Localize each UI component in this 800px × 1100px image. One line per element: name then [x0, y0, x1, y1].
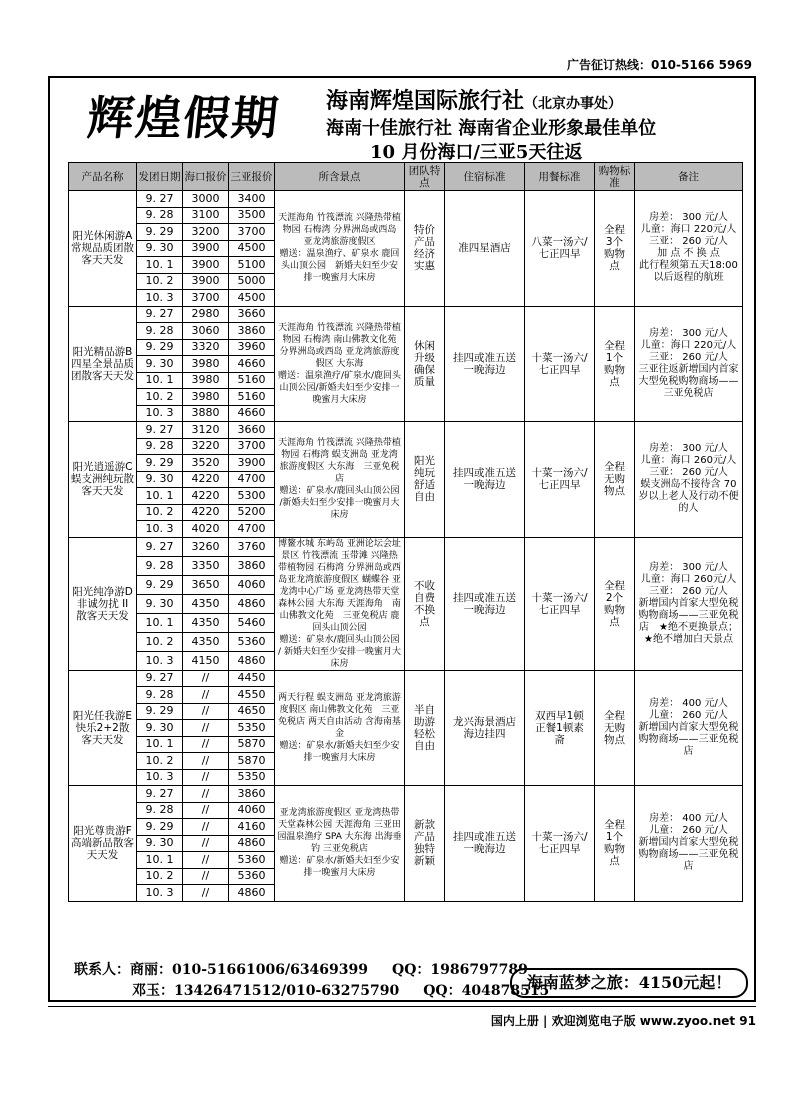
meal-standard-cell-text: 八菜一汤六/七正四早 — [531, 236, 588, 261]
notes-cell — [635, 306, 743, 422]
departure-date-cell: 9. 27 — [137, 191, 183, 208]
haikou-price-cell: 3320 — [183, 339, 229, 356]
haikou-price-cell: 4220 — [183, 488, 229, 505]
table-row — [69, 422, 743, 439]
included-spots-cell — [275, 537, 405, 670]
sanya-price-cell: 5360 — [229, 852, 275, 869]
sanya-price-cell: 5160 — [229, 372, 275, 389]
haikou-price-cell: 3980 — [183, 372, 229, 389]
column-header: 团队特点 — [405, 163, 445, 191]
included-spots-cell — [275, 422, 405, 538]
tour-feature-cell-text: 不收自费不换点 — [414, 579, 435, 628]
haikou-price-cell: 3000 — [183, 191, 229, 208]
departure-date-cell: 10. 2 — [137, 868, 183, 885]
shopping-standard-cell-text: 全程2个购物点 — [604, 579, 625, 628]
note-line: 儿童： 260 元/人 — [649, 709, 728, 721]
haikou-price-cell: 3980 — [183, 356, 229, 373]
haikou-price-cell: // — [183, 835, 229, 852]
departure-date-cell: 10. 1 — [137, 852, 183, 869]
sanya-price-cell: 3700 — [229, 224, 275, 241]
haikou-price-cell: // — [183, 769, 229, 786]
tour-name-cell: 阳光任我游E 快乐2+2散客天天发 — [69, 670, 137, 786]
haikou-price-cell: // — [183, 736, 229, 753]
haikou-price-cell: // — [183, 852, 229, 869]
departure-date-cell: 9. 29 — [137, 455, 183, 472]
departure-date-cell: 10. 1 — [137, 613, 183, 632]
sanya-price-cell: 5870 — [229, 753, 275, 770]
column-header: 三亚报价 — [229, 163, 275, 191]
haikou-price-cell: 3350 — [183, 556, 229, 575]
sanya-price-cell: 3860 — [229, 556, 275, 575]
meal-standard-cell-text: 十菜一汤六/七正四早 — [531, 591, 588, 616]
advert-frame — [48, 76, 756, 1002]
sanya-price-cell: 4700 — [229, 521, 275, 538]
column-header: 用餐标准 — [525, 163, 595, 191]
spot-text: 赠送：矿泉水/鹿回头山顶公园 / 新婚夫妇至少安排一晚蜜月大床房 — [278, 634, 401, 669]
table-row — [69, 191, 743, 208]
page-footer: 国内上册 | 欢迎浏览电子版 www.zyoo.net 91 — [490, 1014, 756, 1028]
departure-date-cell: 10. 2 — [137, 632, 183, 651]
haikou-price-cell: 3520 — [183, 455, 229, 472]
haikou-price-cell: 3700 — [183, 290, 229, 307]
sanya-price-cell: 3760 — [229, 537, 275, 556]
haikou-price-cell: 3900 — [183, 273, 229, 290]
haikou-price-cell: 4350 — [183, 613, 229, 632]
contact-qq-2: QQ：404878515 — [423, 983, 550, 999]
contact-qq-1: QQ：1986797789 — [392, 962, 528, 978]
haikou-price-cell: 4020 — [183, 521, 229, 538]
shopping-standard-cell-text: 全程1个购物点 — [604, 339, 625, 388]
column-header: 所含景点 — [275, 163, 405, 191]
table-row — [69, 306, 743, 323]
hotel-standard-cell-text: 挂四或准五送一晚海边 — [453, 591, 516, 616]
column-header: 产品名称 — [69, 163, 137, 191]
departure-date-cell: 10. 3 — [137, 769, 183, 786]
meal-standard-cell-text: 十菜一汤六/七正四早 — [531, 467, 588, 492]
departure-date-cell: 9. 28 — [137, 802, 183, 819]
departure-date-cell: 9. 27 — [137, 306, 183, 323]
sanya-price-cell: 3960 — [229, 339, 275, 356]
haikou-price-cell: 3120 — [183, 422, 229, 439]
hotel-standard-cell-text: 挂四或准五送一晚海边 — [453, 831, 516, 856]
sanya-price-cell: 4500 — [229, 240, 275, 257]
departure-date-cell: 9. 30 — [137, 240, 183, 257]
notes-cell — [635, 670, 743, 786]
meal-standard-cell — [525, 786, 595, 902]
note-line: 蜈支洲岛不接待含 70 岁以上老人及行动不便的人 — [638, 479, 739, 515]
departure-date-cell: 9. 27 — [137, 537, 183, 556]
shopping-standard-cell — [595, 786, 635, 902]
contact-block — [74, 960, 549, 1002]
sanya-price-cell: 4450 — [229, 670, 275, 687]
departure-date-cell: 10. 3 — [137, 885, 183, 902]
contact-person-2: 邓玉：13426471512/010-63275790 — [132, 983, 400, 999]
departure-date-cell: 10. 2 — [137, 389, 183, 406]
haikou-price-cell: 3100 — [183, 207, 229, 224]
note-line: 三亚往返新增国内首家大型免税购物商场——三亚免税店 — [638, 363, 739, 399]
hotel-standard-cell-text: 挂四或准五送一晚海边 — [453, 351, 516, 376]
haikou-price-cell: // — [183, 753, 229, 770]
note-line: 房差： 300 元/人 — [649, 212, 728, 224]
haikou-price-cell: // — [183, 786, 229, 803]
note-line: 儿童：海口 260元/人 — [640, 455, 737, 467]
tour-name-cell: 阳光逍遥游C 蜈支洲纯玩散客天天发 — [69, 422, 137, 538]
contact-row-1 — [74, 960, 549, 981]
meal-standard-cell — [525, 306, 595, 422]
tour-feature-cell — [405, 306, 445, 422]
departure-date-cell: 9. 28 — [137, 556, 183, 575]
tour-feature-cell-text: 新款产品独特新颖 — [414, 819, 435, 868]
shopping-standard-cell — [595, 537, 635, 670]
tour-feature-cell — [405, 670, 445, 786]
tour-feature-cell-text: 半自助游轻松自由 — [414, 703, 435, 752]
tour-name-cell: 阳光纯净游D 非诚勿扰 II 散客天天发 — [69, 537, 137, 670]
footer-divider — [48, 1006, 756, 1007]
included-spots-cell — [275, 786, 405, 902]
shopping-standard-cell-text: 全程无购物点 — [604, 461, 625, 498]
column-header: 住宿标准 — [445, 163, 525, 191]
departure-date-cell: 9. 30 — [137, 835, 183, 852]
hotel-standard-cell-text: 龙兴海景酒店海边挂四 — [453, 715, 516, 740]
note-line: 三亚： 260 元/人 — [649, 236, 728, 248]
table-body — [69, 191, 743, 902]
tour-feature-cell — [405, 422, 445, 538]
sanya-price-cell: 4660 — [229, 356, 275, 373]
note-line: 房差： 300 元/人 — [649, 327, 728, 339]
shopping-standard-cell — [595, 191, 635, 307]
note-line: 房差： 400 元/人 — [649, 813, 728, 825]
departure-date-cell: 10. 1 — [137, 372, 183, 389]
haikou-price-cell: // — [183, 687, 229, 704]
haikou-price-cell: 3900 — [183, 240, 229, 257]
included-spots-cell — [275, 306, 405, 422]
agency-title: 海南辉煌国际旅行社 — [326, 88, 525, 114]
sanya-price-cell: 4700 — [229, 471, 275, 488]
departure-date-cell: 9. 28 — [137, 207, 183, 224]
column-header: 备注 — [635, 163, 743, 191]
sanya-price-cell: 4860 — [229, 594, 275, 613]
tour-name-cell: 阳光精品游B 四星全景品质团散客天天发 — [69, 306, 137, 422]
departure-date-cell: 9. 29 — [137, 224, 183, 241]
departure-date-cell: 10. 2 — [137, 753, 183, 770]
departure-date-cell: 9. 30 — [137, 594, 183, 613]
sanya-price-cell: 5350 — [229, 720, 275, 737]
haikou-price-cell: 4220 — [183, 471, 229, 488]
departure-date-cell: 9. 27 — [137, 670, 183, 687]
contact-row-2 — [74, 981, 549, 1002]
note-line: 三亚： 260 元/人 — [649, 351, 728, 363]
sanya-price-cell: 4660 — [229, 405, 275, 422]
meal-standard-cell-text: 双西早1顿正餐1顿素斋 — [535, 709, 584, 746]
hotel-standard-cell — [445, 422, 525, 538]
meal-standard-cell — [525, 191, 595, 307]
spot-text: 赠送：矿泉水/新婚夫妇至少安排一晚蜜月大床房 — [279, 856, 400, 879]
spot-text: 赠送：矿泉水/新婚夫妇至少安排一晚蜜月大床房 — [279, 740, 400, 763]
hotel-standard-cell-text: 挂四或准五送一晚海边 — [453, 467, 516, 492]
tour-name-cell: 阳光休闲游A 常规品质团散客天天发 — [69, 191, 137, 307]
haikou-price-cell: // — [183, 670, 229, 687]
notes-cell — [635, 537, 743, 670]
tour-title: 10 月份海口/三亚5天往返 — [370, 142, 583, 163]
haikou-price-cell: 3880 — [183, 405, 229, 422]
tour-name-cell: 阳光尊贵游F 高端新品散客天天发 — [69, 786, 137, 902]
departure-date-cell: 9. 30 — [137, 720, 183, 737]
note-line: 新增国内首家大型免税购物商场——三亚免税店 — [638, 837, 739, 873]
note-line: 儿童：海口 220元/人 — [640, 339, 737, 351]
note-line: 房差： 400 元/人 — [649, 697, 728, 709]
notes-cell — [635, 786, 743, 902]
departure-date-cell: 9. 27 — [137, 786, 183, 803]
sanya-price-cell: 3900 — [229, 455, 275, 472]
sanya-price-cell: 4650 — [229, 703, 275, 720]
brand-logo: 辉煌假期 — [84, 91, 283, 145]
table-row — [69, 670, 743, 687]
haikou-price-cell: // — [183, 819, 229, 836]
table-header-row — [69, 163, 743, 191]
tour-feature-cell-text: 特价产品经济实惠 — [414, 224, 435, 273]
sanya-price-cell: 4060 — [229, 802, 275, 819]
hotel-standard-cell — [445, 670, 525, 786]
note-line: 儿童：海口 220元/人 — [640, 224, 737, 236]
sanya-price-cell: 3660 — [229, 422, 275, 439]
sanya-price-cell: 5360 — [229, 868, 275, 885]
haikou-price-cell: 3220 — [183, 438, 229, 455]
note-line: 此行程须第五天18:00 以后返程的航班 — [639, 260, 738, 284]
sanya-price-cell: 5100 — [229, 257, 275, 274]
note-line: 加 点 不 换 点 — [657, 248, 720, 260]
agency-office: （北京办事处） — [524, 96, 623, 112]
departure-date-cell: 9. 28 — [137, 687, 183, 704]
haikou-price-cell: 3650 — [183, 575, 229, 594]
departure-date-cell: 9. 30 — [137, 471, 183, 488]
column-header: 发团日期 — [137, 163, 183, 191]
meal-standard-cell — [525, 670, 595, 786]
shopping-standard-cell-text: 全程1个购物点 — [604, 819, 625, 868]
tour-price-table — [68, 162, 743, 902]
meal-standard-cell — [525, 537, 595, 670]
notes-cell — [635, 191, 743, 307]
sanya-price-cell: 4860 — [229, 651, 275, 670]
departure-date-cell: 9. 29 — [137, 819, 183, 836]
spot-text: 赠送：矿泉水/鹿回头山顶公园 /新婚夫妇至少安排一晚蜜月大床房 — [279, 486, 400, 521]
sanya-price-cell: 3400 — [229, 191, 275, 208]
departure-date-cell: 10. 3 — [137, 290, 183, 307]
sanya-price-cell: 3660 — [229, 306, 275, 323]
haikou-price-cell: 3900 — [183, 257, 229, 274]
meal-standard-cell-text: 十菜一汤六/七正四早 — [531, 351, 588, 376]
departure-date-cell: 10. 1 — [137, 488, 183, 505]
spot-text: 天涯海角 竹筏漂流 兴隆热带植物园 石梅湾 蜈支洲岛 亚龙湾旅游度假区 大东海 三亚免税店 — [278, 438, 401, 485]
sanya-price-cell: 4060 — [229, 575, 275, 594]
tour-feature-cell — [405, 537, 445, 670]
sanya-price-cell: 3700 — [229, 438, 275, 455]
tour-feature-cell-text: 休闲升级确保质量 — [414, 339, 435, 388]
table-row — [69, 537, 743, 556]
haikou-price-cell: // — [183, 703, 229, 720]
sanya-price-cell: 4500 — [229, 290, 275, 307]
note-line: 房差： 300 元/人 — [649, 561, 728, 573]
column-header: 海口报价 — [183, 163, 229, 191]
spot-text: 天涯海角 竹筏漂流 兴隆热带植物园 石梅湾 分界洲岛或西岛 亚龙湾旅游度假区 — [278, 213, 401, 248]
sanya-price-cell: 5360 — [229, 632, 275, 651]
spot-text: 两天行程 蜈支洲岛 亚龙湾旅游度假区 南山佛教文化苑 三亚免税店 两天自由活动 含海南基金 — [278, 692, 401, 739]
note-line: 新增国内首家大型免税购物商场——三亚免税店 — [638, 721, 739, 757]
haikou-price-cell: 4350 — [183, 632, 229, 651]
haikou-price-cell: // — [183, 802, 229, 819]
hotel-standard-cell — [445, 786, 525, 902]
departure-date-cell: 9. 27 — [137, 422, 183, 439]
sanya-price-cell: 3500 — [229, 207, 275, 224]
meal-standard-cell — [525, 422, 595, 538]
departure-date-cell: 9. 28 — [137, 323, 183, 340]
departure-date-cell: 9. 28 — [137, 438, 183, 455]
sanya-price-cell: 5200 — [229, 504, 275, 521]
departure-date-cell: 10. 3 — [137, 651, 183, 670]
departure-date-cell: 10. 2 — [137, 273, 183, 290]
note-line: 三亚： 260 元/人 — [649, 585, 728, 597]
haikou-price-cell: 3980 — [183, 389, 229, 406]
sanya-price-cell: 5870 — [229, 736, 275, 753]
hotel-standard-cell — [445, 191, 525, 307]
shopping-standard-cell-text: 全程无购物点 — [604, 709, 625, 746]
departure-date-cell: 9. 29 — [137, 703, 183, 720]
haikou-price-cell: // — [183, 868, 229, 885]
departure-date-cell: 10. 3 — [137, 405, 183, 422]
spot-text: 天涯海角 竹筏漂流 兴隆热带植物园 石梅湾 南山佛教文化苑 分界洲岛或西岛 亚龙湾旅游度假区 大东海 — [278, 322, 406, 369]
haikou-price-cell: 4350 — [183, 594, 229, 613]
table-row — [69, 786, 743, 803]
departure-date-cell: 9. 29 — [137, 575, 183, 594]
ad-hotline: 广告征订热线：010-5166 5969 — [566, 58, 752, 72]
agency-name — [326, 84, 622, 115]
sanya-price-cell: 4550 — [229, 687, 275, 704]
included-spots-cell — [275, 670, 405, 786]
spot-text: 赠送：温泉渔疗/矿泉水/鹿回头山顶公园/新婚夫妇至少安排一晚蜜月大床房 — [277, 370, 402, 405]
tour-feature-cell-text: 阳光纯玩舒适自由 — [414, 455, 435, 504]
haikou-price-cell: 3260 — [183, 537, 229, 556]
contact-person-1: 联系人：商丽：010-51661006/63469399 — [74, 962, 369, 978]
included-spots-cell — [275, 191, 405, 307]
note-line: 新增国内首家大型免税购物商场——三亚免税店 ★绝不更换景点；★绝不增加白天景点 — [638, 597, 739, 645]
promo-banner: 海南蓝梦之旅：4150元起！ — [510, 968, 748, 998]
sanya-price-cell: 5300 — [229, 488, 275, 505]
haikou-price-cell: // — [183, 720, 229, 737]
departure-date-cell: 9. 29 — [137, 339, 183, 356]
haikou-price-cell: 3200 — [183, 224, 229, 241]
hotel-standard-cell — [445, 537, 525, 670]
sanya-price-cell: 4860 — [229, 885, 275, 902]
hotel-standard-cell — [445, 306, 525, 422]
sanya-price-cell: 5350 — [229, 769, 275, 786]
shopping-standard-cell — [595, 422, 635, 538]
departure-date-cell: 10. 1 — [137, 736, 183, 753]
note-line: 儿童： 260 元/人 — [649, 825, 728, 837]
departure-date-cell: 10. 1 — [137, 257, 183, 274]
sanya-price-cell: 4860 — [229, 835, 275, 852]
hotel-standard-cell-text: 准四星酒店 — [458, 242, 511, 255]
haikou-price-cell: // — [183, 885, 229, 902]
note-line: 儿童：海口 260元/人 — [640, 573, 737, 585]
departure-date-cell: 10. 3 — [137, 521, 183, 538]
agency-slogan: 海南十佳旅行社 海南省企业形象最佳单位 — [326, 118, 657, 139]
shopping-standard-cell-text: 全程3个购物点 — [604, 224, 625, 273]
spot-text: 博鳌水城 东屿岛 亚洲论坛会址景区 竹筏漂流 玉带滩 兴隆热带植物园 石梅湾 分界洲岛或西岛亚龙湾旅游度假区 蝴蝶谷 亚龙湾中心广场 亚龙湾热带天堂森林公园 大东海 天涯海角 南山佛教文化苑 三亚免税店 鹿回头山顶公园 — [278, 538, 401, 633]
sanya-price-cell: 3860 — [229, 323, 275, 340]
shopping-standard-cell — [595, 306, 635, 422]
haikou-price-cell: 3060 — [183, 323, 229, 340]
note-line: 房差： 300 元/人 — [649, 443, 728, 455]
tour-feature-cell — [405, 191, 445, 307]
sanya-price-cell: 3860 — [229, 786, 275, 803]
departure-date-cell: 9. 30 — [137, 356, 183, 373]
meal-standard-cell-text: 十菜一汤六/七正四早 — [531, 831, 588, 856]
spot-text: 亚龙湾旅游度假区 亚龙湾热带天堂森林公园 天涯海角 三亚田园温泉渔疗 SPA 大东海 出海垂钓 三亚免税店 — [277, 808, 402, 855]
sanya-price-cell: 4160 — [229, 819, 275, 836]
sanya-price-cell: 5160 — [229, 389, 275, 406]
sanya-price-cell: 5460 — [229, 613, 275, 632]
shopping-standard-cell — [595, 670, 635, 786]
tour-feature-cell — [405, 786, 445, 902]
departure-date-cell: 10. 2 — [137, 504, 183, 521]
haikou-price-cell: 4150 — [183, 651, 229, 670]
sanya-price-cell: 5000 — [229, 273, 275, 290]
haikou-price-cell: 4220 — [183, 504, 229, 521]
notes-cell — [635, 422, 743, 538]
column-header: 购物标准 — [595, 163, 635, 191]
note-line: 三亚： 260 元/人 — [649, 467, 728, 479]
spot-text: 赠送：温泉渔疗、矿泉水 鹿回头山顶公园 新婚夫妇至少安排一晚蜜月大床房 — [279, 249, 400, 284]
haikou-price-cell: 2980 — [183, 306, 229, 323]
advert-header — [50, 78, 754, 162]
